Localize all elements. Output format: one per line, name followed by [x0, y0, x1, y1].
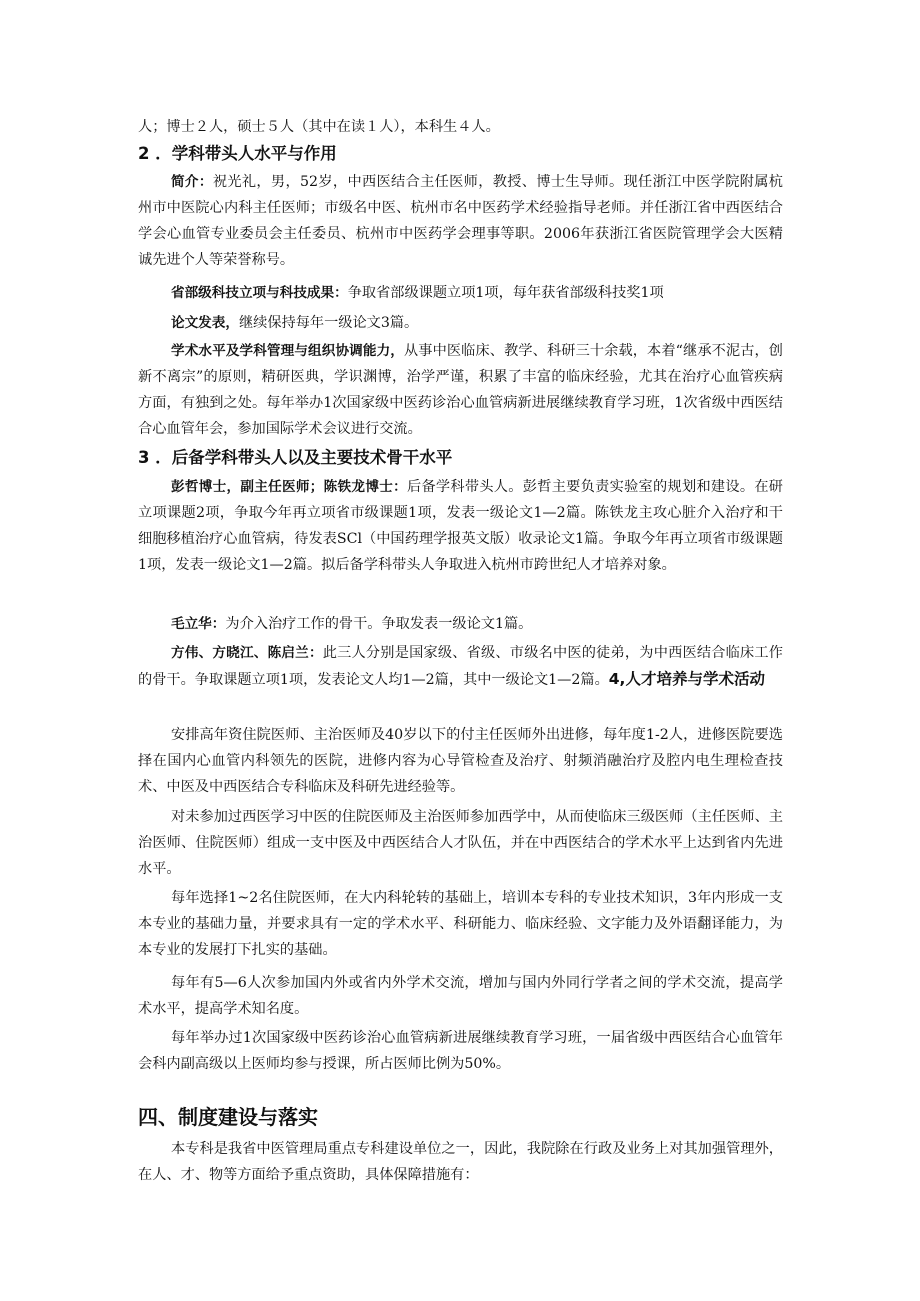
projects-text: 争取省部级课题立项1项，每年获省部级科技奖1项 [347, 285, 664, 301]
fang-paragraph [138, 640, 783, 693]
academic-label: 学术水平及学科管理与组织协调能力， [171, 343, 404, 359]
papers-paragraph [138, 310, 783, 336]
mao-text: 为介入治疗工作的骨干。争取发表一级论文1篇。 [225, 616, 533, 632]
section-4-inline-heading: 4,人才培养与学术活动 [608, 670, 765, 688]
projects-label: 省部级科技立项与科技成果： [171, 285, 348, 301]
chapter-4-heading: 四、制度建设与落实 [138, 1105, 318, 1129]
fang-text: 此三人分别是国家级、省级、市级名中医的徒弟，为中西医结合临床工作的骨干。争取课题立项1项，发表论文人均1—2篇，其中一级论文1—2篇。 [138, 645, 783, 688]
papers-label: 论文发表， [171, 315, 239, 331]
training-paragraph-3: 每年选择1~2名住院医师，在大内科轮转的基础上，培训本专科的专业技术知识，3年内形成一支本专业的基础力量，并要求具有一定的学术水平、科研能力、临床经验、文字能力及外语翻译能力，为本专业的发展打下扎实的基础。 [138, 890, 783, 958]
training-paragraph-4: 每年有5—6人次参加国内外或省内外学术交流，增加与国内外同行学者之间的学术交流，提高学术水平，提高学术知名度。 [138, 975, 783, 1017]
section-2-heading: 2 ．学科带头人水平与作用 [138, 144, 337, 163]
backup-leaders-paragraph [138, 474, 783, 578]
academic-paragraph [138, 338, 783, 442]
leader-intro-paragraph [138, 169, 783, 273]
chapter-4-paragraph: 本专科是我省中医管理局重点专科建设单位之一，因此，我院除在行政及业务上对其加强管理外，在人、才、物等方面给予重点资助，具体保障措施有： [138, 1141, 783, 1183]
fang-label: 方伟、方晓江、陈启兰： [171, 645, 323, 661]
peng-label: 彭哲博士，副主任医师；陈铁龙博士： [171, 479, 407, 495]
section-3-heading: 3 ．后备学科带头人以及主要技术骨干水平 [138, 448, 453, 467]
papers-text: 继续保持每年一级论文3篇。 [238, 315, 419, 331]
mao-label: 毛立华： [171, 616, 226, 632]
intro-label: 简介： [171, 174, 213, 190]
academic-text: 从事中医临床、教学、科研三十余载，本着“继承不泥古，创新不离宗”的原则，精研医典，学识渊博，治学严谨，积累了丰富的临床经验，尤其在治疗心血管疾病方面，有独到之处。每年举办1次国家级中医药诊治心血管病新进展继续教育学习班，1次省级中西医结合心血管年会，参加国际学术会议进行交流。 [138, 343, 783, 437]
mao-paragraph [138, 611, 783, 637]
training-paragraph-1: 安排高年资住院医师、主治医师及40岁以下的付主任医师外出进修，每年度1-2人，进修医院要选择在国内心血管内科领先的医院，进修内容为心导管检查及治疗、射频消融治疗及腔内电生理检查技术、中医及中西医结合专科临床及科研先进经验等。 [138, 727, 783, 795]
staff-count-line: 人；博士２人，硕士５人（其中在读１人），本科生４人。 [138, 119, 500, 135]
peng-text: 后备学科带头人。彭哲主要负责实验室的规划和建设。在研立项课题2项，争取今年再立项省市级课题1项，发表一级论文1—2篇。陈铁龙主攻心脏介入治疗和干细胞移植治疗心血管病，待发表SCl（中国药理学报英文版）收录论文1篇。争取今年再立项省市级课题1项，发表一级论文1—2篇。拟后备学科带头人争取进入杭州市跨世纪人才培养对象。 [138, 479, 783, 573]
intro-text: 祝光礼，男，52岁，中西医结合主任医师，教授、博士生导师。现任浙江中医学院附属杭州市中医院心内科主任医师；市级名中医、杭州市名中医药学术经验指导老师。并任浙江省中西医结合学会心血管专业委员会主任委员、杭州市中医药学会理事等职。2006年获浙江省医院管理学会大医精诚先进个人等荣誉称号。 [138, 174, 783, 268]
projects-paragraph [138, 280, 783, 306]
training-paragraph-2: 对未参加过西医学习中医的住院医师及主治医师参加西学中，从而使临床三级医师（主任医师、主治医师、住院医师）组成一支中医及中西医结合人才队伍，并在中西医结合的学术水平上达到省内先进水平。 [138, 809, 783, 877]
training-paragraph-5: 每年举办过1次国家级中医药诊治心血管病新进展继续教育学习班，一届省级中西医结合心血管年会科内副高级以上医师均参与授课，所占医师比例为50%。 [138, 1030, 783, 1072]
